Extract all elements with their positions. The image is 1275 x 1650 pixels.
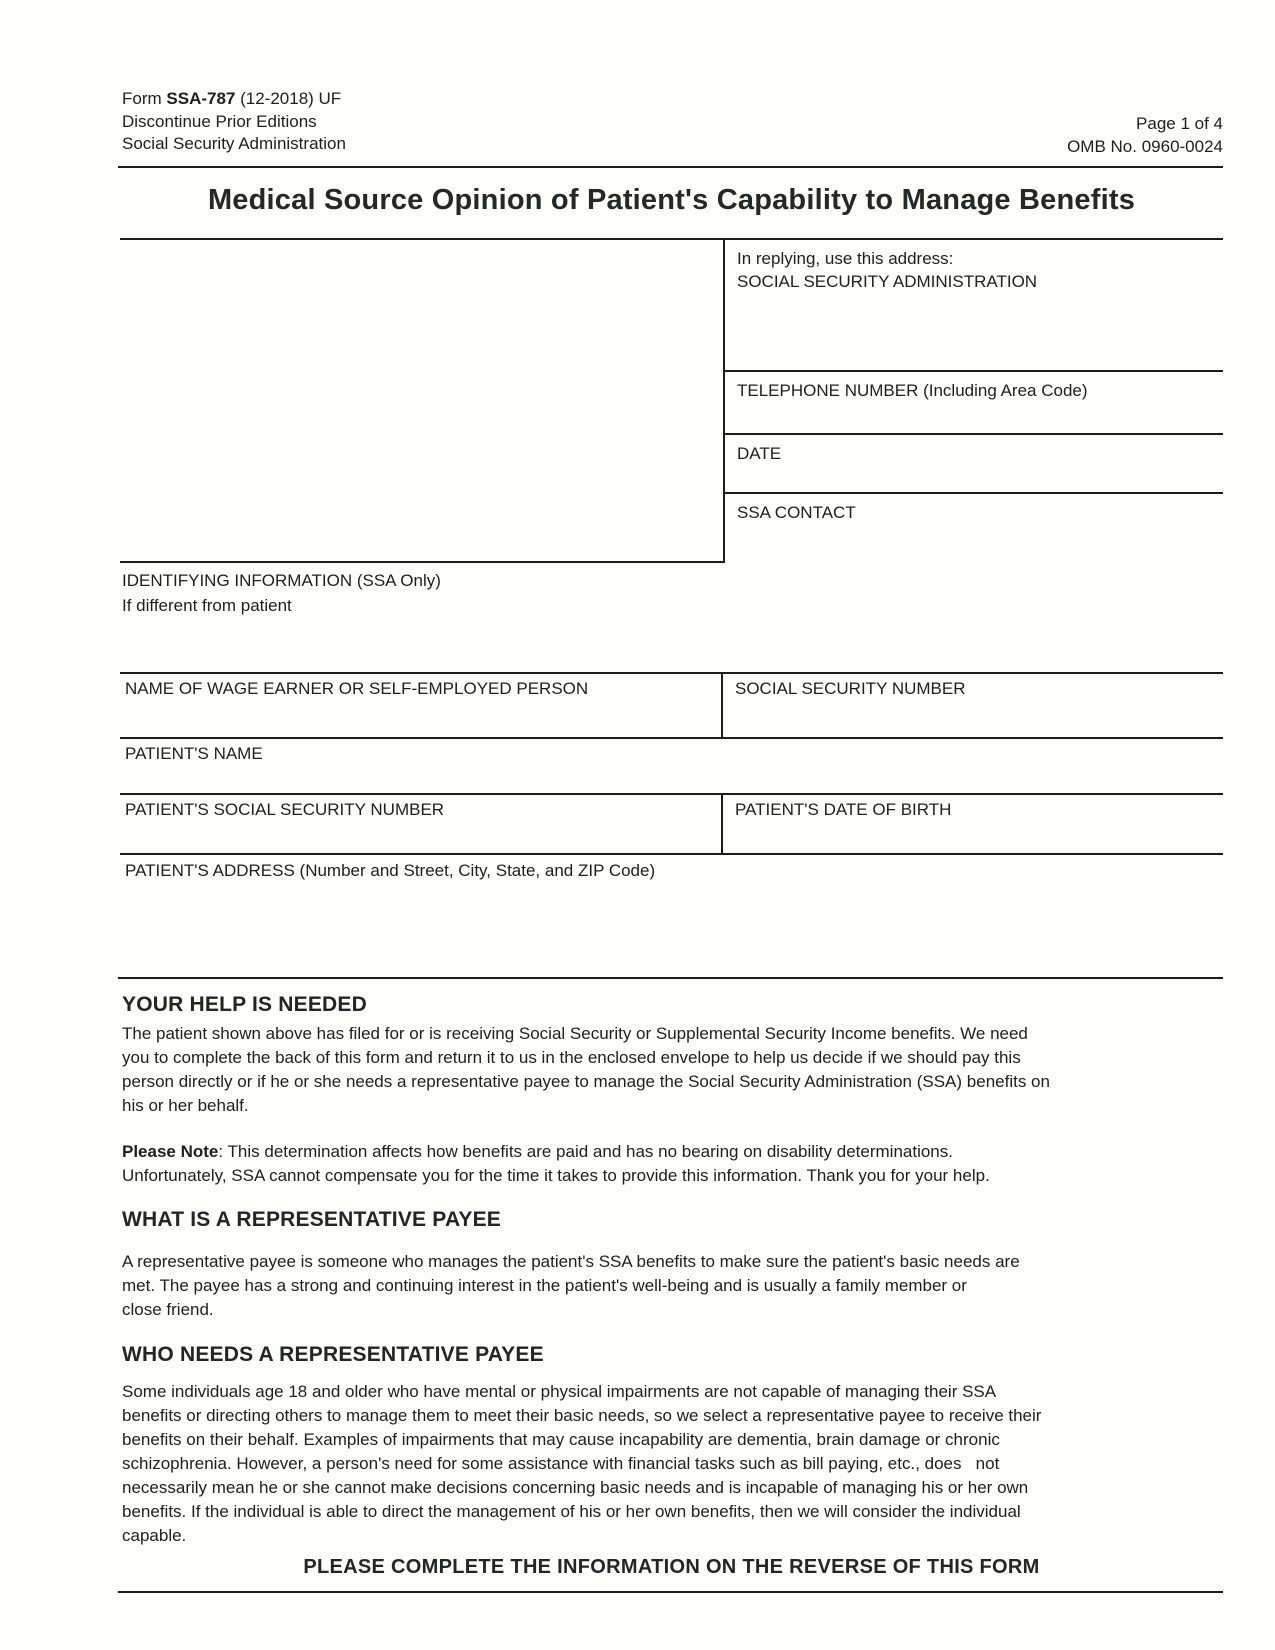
form-identifier-block xyxy=(122,88,346,156)
date-cell xyxy=(725,433,1223,492)
reply-address-box xyxy=(120,238,1223,563)
wage-earner-name-label: NAME OF WAGE EARNER OR SELF-EMPLOYED PERSON xyxy=(125,679,589,698)
form-number: SSA-787 xyxy=(166,89,236,108)
what-is-body: A representative payee is someone who manages the patient's SSA benefits to make sure the patient's basic needs are met. The payee has a strong and continuing interest in the patient's well-being and is usually a family member or close friend. xyxy=(122,1252,1020,1319)
form-number-line xyxy=(122,88,346,111)
page-meta-block xyxy=(1067,112,1223,158)
please-note-label: Please Note xyxy=(122,1142,219,1161)
header-divider-line xyxy=(118,166,1223,168)
section-divider-line xyxy=(118,977,1223,979)
page-number: Page 1 of 4 xyxy=(1136,114,1223,133)
wage-earner-name-cell xyxy=(120,674,723,737)
reply-address-cell xyxy=(725,240,1223,370)
please-note-paragraph xyxy=(122,1140,1170,1188)
patient-ssn-label: PATIENT'S SOCIAL SECURITY NUMBER xyxy=(125,800,445,819)
patient-name-cell xyxy=(120,739,1223,795)
form-edition: (12-2018) UF xyxy=(235,89,342,108)
agency-line: Social Security Administration xyxy=(122,134,346,153)
omb-number: OMB No. 0960-0024 xyxy=(1067,137,1223,156)
telephone-label: TELEPHONE NUMBER (Including Area Code) xyxy=(737,381,1088,400)
addressee-area xyxy=(120,240,723,563)
ssa-contact-cell xyxy=(725,492,1223,563)
what-is-heading: WHAT IS A REPRESENTATIVE PAYEE xyxy=(122,1208,501,1231)
date-label: DATE xyxy=(737,444,782,463)
telephone-cell xyxy=(725,370,1223,433)
identifying-information-note xyxy=(122,568,441,618)
patient-dob-cell xyxy=(723,795,1223,853)
discontinue-line: Discontinue Prior Editions xyxy=(122,111,317,131)
footer-divider-line xyxy=(118,1591,1223,1593)
identifying-information-title: IDENTIFYING INFORMATION (SSA Only) xyxy=(122,571,441,590)
please-note-text: : This determination affects how benefits are paid and has no bearing on disability determinations. Unfortunately, SSA cannot compensate you for the time it takes to provide this information. Thank you for your help. xyxy=(122,1142,990,1185)
patient-dob-label: PATIENT'S DATE OF BIRTH xyxy=(735,800,952,819)
patient-address-cell xyxy=(120,855,1223,965)
identifying-information-subtitle: If different from patient xyxy=(122,596,292,615)
ssa-contact-label: SSA CONTACT xyxy=(737,503,856,522)
ssn-cell xyxy=(723,674,1223,737)
your-help-body: The patient shown above has filed for or is receiving Social Security or Supplemental Security Income benefits. We need you to complete the back of this form and return it to us in the enclosed envelope to help us decide if we should pay this person directly or if he or she needs a representative payee to manage the Social Security Administration (SSA) benefits on his or her behalf. xyxy=(122,1024,1050,1115)
patient-name-label: PATIENT'S NAME xyxy=(125,744,263,763)
patient-address-label: PATIENT'S ADDRESS (Number and Street, City, State, and ZIP Code) xyxy=(125,861,656,880)
who-needs-heading: WHO NEEDS A REPRESENTATIVE PAYEE xyxy=(122,1343,544,1366)
form-word: Form xyxy=(122,89,167,108)
reply-address-column xyxy=(723,240,1223,563)
identification-table xyxy=(120,672,1223,965)
your-help-heading: YOUR HELP IS NEEDED xyxy=(122,993,367,1016)
who-needs-body: Some individuals age 18 and older who have mental or physical impairments are not capable of managing their SSA benefits or directing others to manage them to meet their basic needs, so we select a representative payee to receive their benefits on their behalf. Examples of impairments that may cause incapability are dementia, brain damage or chronic schizophrenia. However, a person's need for some assistance with financial tasks such as bill paying, etc., does not necessarily mean he or she cannot make decisions concerning basic needs and is incapable of managing his or her own benefits. If the individual is able to direct the management of his or her own benefits, then we will consider the individual capable. xyxy=(122,1382,1042,1545)
table-row xyxy=(120,674,1223,739)
patient-ssn-cell xyxy=(120,795,723,853)
form-title: Medical Source Opinion of Patient's Capability to Manage Benefits xyxy=(207,184,1136,216)
reply-address-label: In replying, use this address: xyxy=(737,249,954,268)
footer-instruction: PLEASE COMPLETE THE INFORMATION ON THE REVERSE OF THIS FORM xyxy=(303,1556,1040,1578)
reply-address-value: SOCIAL SECURITY ADMINISTRATION xyxy=(737,272,1038,291)
table-row xyxy=(120,795,1223,855)
ssn-label: SOCIAL SECURITY NUMBER xyxy=(735,679,966,698)
